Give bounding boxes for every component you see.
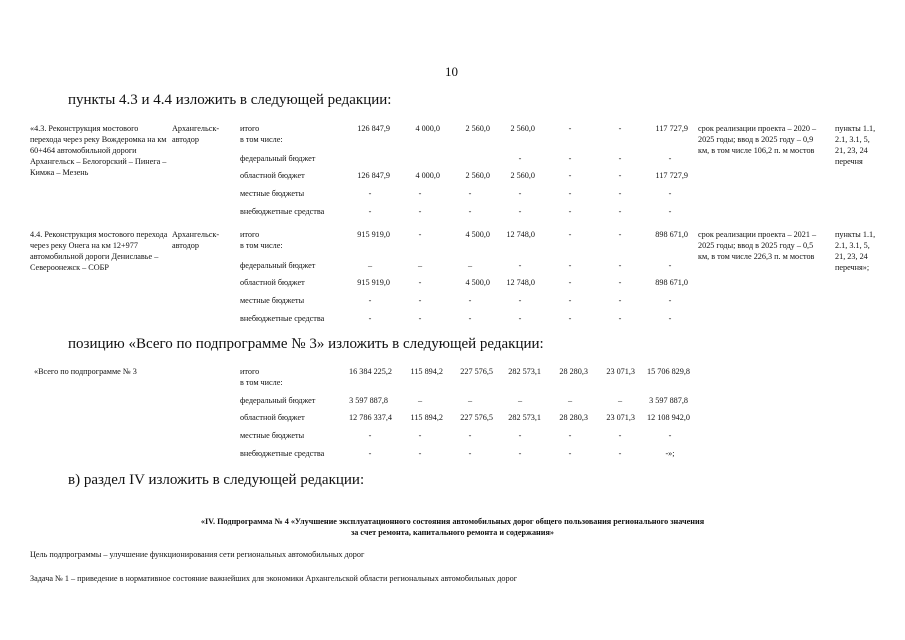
value-cell: - [618, 207, 622, 216]
value-cell: 28 280,3 [559, 367, 588, 376]
page-number: 10 [445, 64, 458, 79]
value-cell: - [368, 314, 372, 323]
subprogram-task-1: Задача № 1 – приведение в нормативное состояние важнейших для экономики Архангельской области региональных автомобильных дорог [30, 574, 518, 583]
total-label-extrabudget: внебюджетные средства [240, 449, 325, 458]
section-title-line-1: «IV. Подпрограмма № 4 «Улучшение эксплуатационного состояния автомобильных дорог общего пользования регионального значения [200, 517, 705, 526]
value-cell: 2 560,0 [510, 124, 535, 133]
value-cell: - [518, 189, 522, 198]
value-cell: - [468, 207, 472, 216]
value-cell: 115 894,2 [410, 413, 443, 422]
value-cell: - [468, 189, 472, 198]
value-cell: 12 748,0 [506, 230, 535, 239]
value-cell: - [618, 431, 622, 440]
value-cell: 3 597 887,8 [349, 396, 388, 405]
row-4-4-label-including: в том числе: [240, 241, 283, 250]
value-cell: 4 000,0 [415, 171, 440, 180]
value-cell: 915 919,0 [357, 230, 390, 239]
value-cell: - [568, 189, 572, 198]
value-cell: 2 560,0 [465, 171, 490, 180]
value-cell: 282 573,1 [508, 413, 541, 422]
value-cell: 16 384 225,2 [349, 367, 392, 376]
value-cell: - [668, 189, 672, 198]
heading-position-total: позицию «Всего по подпрограмме № 3» изложить в следующей редакции: [68, 336, 544, 352]
value-cell: - [618, 296, 622, 305]
value-cell: - [368, 296, 372, 305]
value-cell: - [618, 449, 622, 458]
value-cell: 23 071,3 [606, 413, 635, 422]
value-cell: -»; [665, 449, 675, 458]
value-cell: 3 597 887,8 [649, 396, 688, 405]
value-cell: 117 727,9 [655, 124, 688, 133]
value-cell: - [618, 230, 622, 239]
section-title-line-2: за счет ремонта, капитального ремонта и содержания» [351, 528, 554, 537]
value-cell: – [467, 396, 473, 405]
value-cell: - [668, 296, 672, 305]
row-4-3-label-local: местные бюджеты [240, 189, 305, 198]
value-cell: 126 847,9 [357, 124, 390, 133]
row-4-3-note: срок реализации проекта – 2020 – 2025 годы; ввод в 2025 году – 0,9 км, в том числе 106,2 п. м мостов [698, 124, 817, 155]
value-cell: 4 500,0 [465, 230, 490, 239]
value-cell: 227 576,5 [460, 367, 493, 376]
value-cell: 117 727,9 [655, 171, 688, 180]
value-cell: - [668, 314, 672, 323]
value-cell: 898 671,0 [655, 278, 688, 287]
heading-items-4-3-4-4: пункты 4.3 и 4.4 изложить в следующей редакции: [68, 92, 392, 108]
row-4-3-executor: Архангельск-автодор [172, 124, 220, 144]
row-4-3-name: «4.3. Реконструкция мостового перехода через реку Вождеромка на км 60+464 автомобильной дороги Архангельск – Белогорский – Пинега – Кимжа – Мезень [30, 124, 167, 177]
value-cell: 15 706 829,8 [647, 367, 690, 376]
value-cell: - [568, 171, 572, 180]
value-cell: – [617, 396, 623, 405]
value-cell: - [568, 154, 572, 163]
value-cell: - [618, 314, 622, 323]
value-cell: - [568, 314, 572, 323]
value-cell: - [368, 431, 372, 440]
value-cell: - [618, 261, 622, 270]
value-cell: - [468, 296, 472, 305]
row-4-3-label-regional: областной бюджет [240, 171, 305, 180]
value-cell: - [518, 154, 522, 163]
value-cell: – [467, 261, 473, 270]
value-cell: - [418, 314, 422, 323]
value-cell: - [418, 278, 422, 287]
row-4-3-label-federal: федеральный бюджет [240, 154, 316, 163]
value-cell: - [568, 230, 572, 239]
value-cell: 126 847,9 [357, 171, 390, 180]
value-cell: - [418, 207, 422, 216]
value-cell: - [568, 431, 572, 440]
total-label-including: в том числе: [240, 378, 283, 387]
value-cell: - [618, 189, 622, 198]
value-cell: – [367, 261, 373, 270]
row-4-4-label-extrabudget: внебюджетные средства [240, 314, 325, 323]
total-label-local: местные бюджеты [240, 431, 305, 440]
subprogram-goal: Цель подпрограммы – улучшение функционирования сети региональных автомобильных дорог [30, 550, 365, 559]
value-cell: - [368, 449, 372, 458]
value-cell: 4 500,0 [465, 278, 490, 287]
value-cell: - [668, 207, 672, 216]
value-cell: 12 786 337,4 [349, 413, 392, 422]
total-label-total: итого [240, 367, 260, 376]
value-cell: - [418, 449, 422, 458]
row-4-3-label-extrabudget: внебюджетные средства [240, 207, 325, 216]
value-cell: - [418, 296, 422, 305]
value-cell: - [618, 124, 622, 133]
value-cell: - [568, 261, 572, 270]
value-cell: - [468, 431, 472, 440]
total-label-regional: областной бюджет [240, 413, 305, 422]
value-cell: - [568, 296, 572, 305]
row-4-4-label-regional: областной бюджет [240, 278, 305, 287]
row-4-4-refs: пункты 1.1, 2.1, 3.1, 5, 21, 23, 24 перечня»; [835, 230, 876, 272]
row-4-3-refs: пункты 1.1, 2.1, 3.1, 5, 21, 23, 24 перечня [835, 124, 876, 166]
value-cell: 23 071,3 [606, 367, 635, 376]
value-cell: - [518, 296, 522, 305]
value-cell: 2 560,0 [465, 124, 490, 133]
row-4-4-note: срок реализации проекта – 2021 – 2025 годы; ввод в 2025 году – 0,5 км, в том числе 226,3 п. м мостов [698, 230, 817, 261]
value-cell: 898 671,0 [655, 230, 688, 239]
value-cell: - [518, 449, 522, 458]
value-cell: - [468, 314, 472, 323]
heading-section-iv: в) раздел IV изложить в следующей редакции: [68, 472, 365, 488]
value-cell: 12 748,0 [506, 278, 535, 287]
value-cell: 227 576,5 [460, 413, 493, 422]
value-cell: 4 000,0 [415, 124, 440, 133]
value-cell: - [418, 431, 422, 440]
row-4-4-label-total: итого [240, 230, 260, 239]
value-cell: - [518, 261, 522, 270]
total-label-federal: федеральный бюджет [240, 396, 316, 405]
value-cell: - [518, 207, 522, 216]
value-cell: - [668, 431, 672, 440]
value-cell: - [568, 124, 572, 133]
value-cell: - [568, 278, 572, 287]
value-cell: 2 560,0 [510, 171, 535, 180]
value-cell: - [668, 261, 672, 270]
value-cell: - [418, 230, 422, 239]
value-cell: - [618, 154, 622, 163]
value-cell: - [568, 207, 572, 216]
row-4-4-label-local: местные бюджеты [240, 296, 305, 305]
value-cell: - [518, 314, 522, 323]
value-cell: - [368, 189, 372, 198]
value-cell: - [418, 189, 422, 198]
row-4-4-name: 4.4. Реконструкция мостового перехода через реку Онега на км 12+977 автомобильной дороги Дениславье – Североонежск – СОБР [30, 230, 168, 272]
value-cell: - [618, 278, 622, 287]
row-4-3-label-including: в том числе: [240, 135, 283, 144]
value-cell: - [568, 449, 572, 458]
value-cell: – [417, 261, 423, 270]
value-cell: 12 108 942,0 [647, 413, 690, 422]
value-cell: 282 573,1 [508, 367, 541, 376]
value-cell: – [567, 396, 573, 405]
value-cell: - [368, 207, 372, 216]
value-cell: 28 280,3 [559, 413, 588, 422]
value-cell: - [518, 431, 522, 440]
value-cell: - [668, 154, 672, 163]
value-cell: - [468, 449, 472, 458]
value-cell: – [417, 396, 423, 405]
row-4-4-executor: Архангельск-автодор [172, 230, 220, 250]
value-cell: 115 894,2 [410, 367, 443, 376]
row-4-3-label-total: итого [240, 124, 260, 133]
value-cell: – [517, 396, 523, 405]
value-cell: 915 919,0 [357, 278, 390, 287]
value-cell: - [618, 171, 622, 180]
total-name: «Всего по подпрограмме № 3 [34, 367, 137, 376]
row-4-4-label-federal: федеральный бюджет [240, 261, 316, 270]
